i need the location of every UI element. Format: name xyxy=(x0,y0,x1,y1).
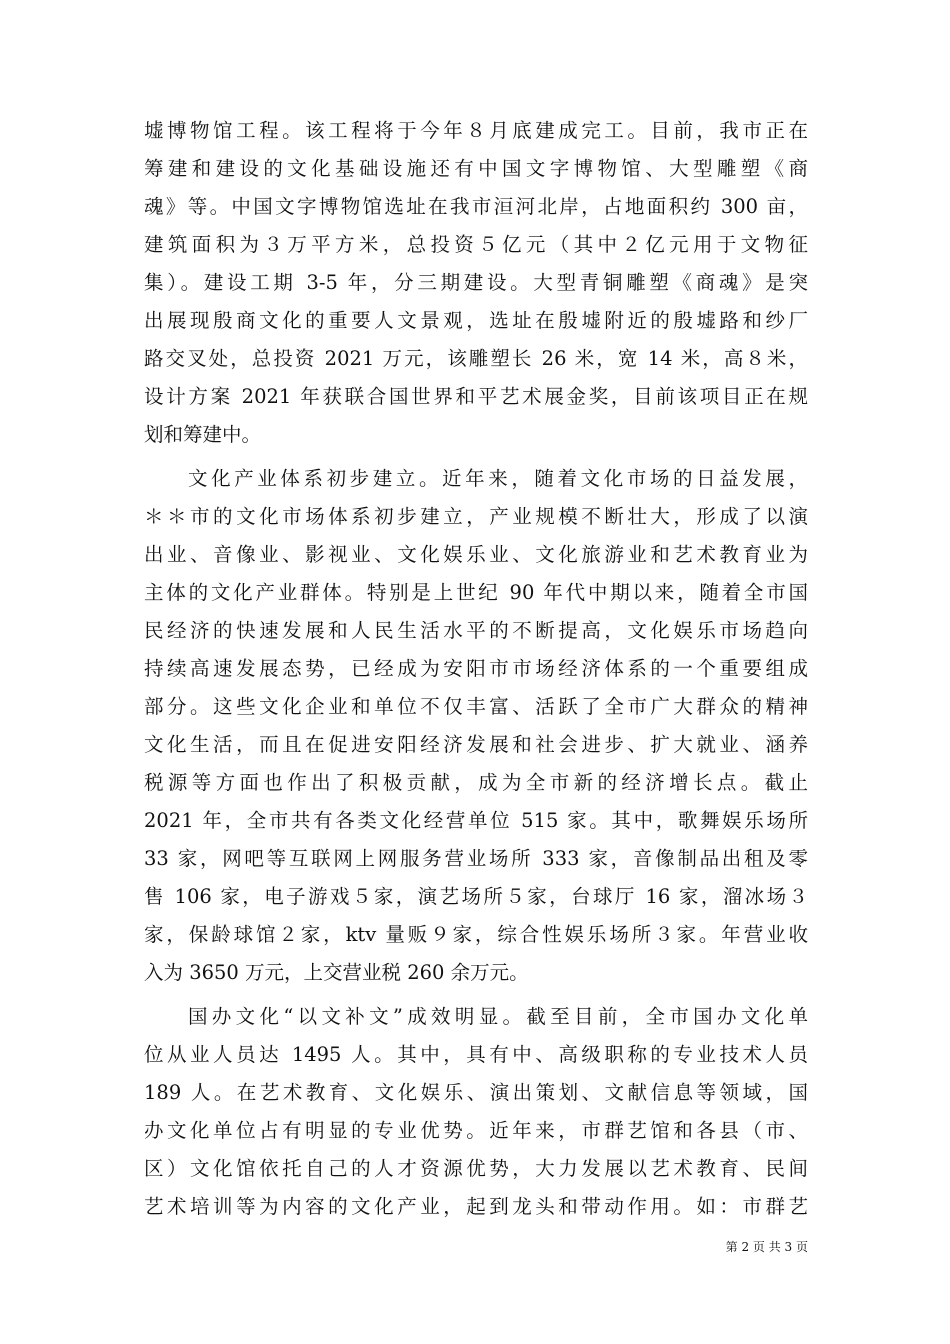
text-line: 区）文化馆依托自己的人才资源优势，大力发展以艺术教育、民间 xyxy=(144,1157,808,1180)
text-line: 售 106 家，电子游戏５家，演艺场所５家，台球厅 16 家，溜冰场３ xyxy=(144,885,808,908)
text-line: 2021 年，全市共有各类文化经营单位 515 家。其中，歌舞娱乐场所 xyxy=(144,809,808,832)
text-line: 路交叉处，总投资 2021 万元，该雕塑长 26 米，宽 14 米，高８米， xyxy=(144,347,808,370)
text-line: 筹建和建设的文化基础设施还有中国文字博物馆、大型雕塑《商 xyxy=(144,157,808,180)
text-line: 划和筹建中。 xyxy=(144,423,262,446)
text-line: 33 家，网吧等互联网上网服务营业场所 333 家，音像制品出租及零 xyxy=(144,847,808,870)
text-line: 位从业人员达 1495 人。其中，具有中、高级职称的专业技术人员 xyxy=(144,1043,808,1066)
text-line: 文化产业体系初步建立。近年来，随着文化市场的日益发展， xyxy=(188,467,808,490)
text-line: 办文化单位占有明显的专业优势。近年来，市群艺馆和各县（市、 xyxy=(144,1119,808,1142)
text-line: 魂》等。中国文字博物馆选址在我市洹河北岸，占地面积约 300 亩， xyxy=(144,195,808,218)
text-line: 文化生活，而且在促进安阳经济发展和社会进步、扩大就业、涵养 xyxy=(144,733,808,756)
text-line: 设计方案 2021 年获联合国世界和平艺术展金奖，目前该项目正在规 xyxy=(144,385,808,408)
text-line: 建筑面积为３万平方米，总投资５亿元（其中２亿元用于文物征 xyxy=(144,233,808,256)
text-line: 持续高速发展态势，已经成为安阳市市场经济体系的一个重要组成 xyxy=(144,657,808,680)
document-body xyxy=(144,112,808,1226)
text-line: 主体的文化产业群体。特别是上世纪 90 年代中期以来，随着全市国 xyxy=(144,581,808,604)
text-line: 国办文化“以文补文”成效明显。截至目前，全市国办文化单 xyxy=(188,1005,808,1028)
text-line: 189 人。在艺术教育、文化娱乐、演出策划、文献信息等领域，国 xyxy=(144,1081,808,1104)
text-line: 部分。这些文化企业和单位不仅丰富、活跃了全市广大群众的精神 xyxy=(144,695,808,718)
paragraph-museum-projects xyxy=(144,112,808,454)
paragraph-state-run-culture xyxy=(144,998,808,1226)
text-line: 民经济的快速发展和人民生活水平的不断提高，文化娱乐市场趋向 xyxy=(144,619,808,642)
text-line: 艺术培训等为内容的文化产业，起到龙头和带动作用。如：市群艺 xyxy=(144,1195,808,1218)
text-line: 墟博物馆工程。该工程将于今年８月底建成完工。目前，我市正在 xyxy=(144,119,808,142)
text-line: 税源等方面也作出了积极贡献，成为全市新的经济增长点。截止 xyxy=(144,771,808,794)
text-line: 入为 3650 万元，上交营业税 260 余万元。 xyxy=(144,961,529,984)
text-line: 集）。建设工期 3-5 年，分三期建设。大型青铜雕塑《商魂》是突 xyxy=(144,271,808,294)
text-line: ＊＊市的文化市场体系初步建立，产业规模不断壮大，形成了以演 xyxy=(144,505,808,528)
text-line: 家，保龄球馆２家，ktv 量贩９家，综合性娱乐场所３家。年营业收 xyxy=(144,923,808,946)
text-line: 出业、音像业、影视业、文化娱乐业、文化旅游业和艺术教育业为 xyxy=(144,543,808,566)
page-number-footer: 第 2 页 共 3 页 xyxy=(725,1240,808,1254)
paragraph-culture-industry xyxy=(144,460,808,992)
text-line: 出展现殷商文化的重要人文景观，选址在殷墟附近的殷墟路和纱厂 xyxy=(144,309,808,332)
